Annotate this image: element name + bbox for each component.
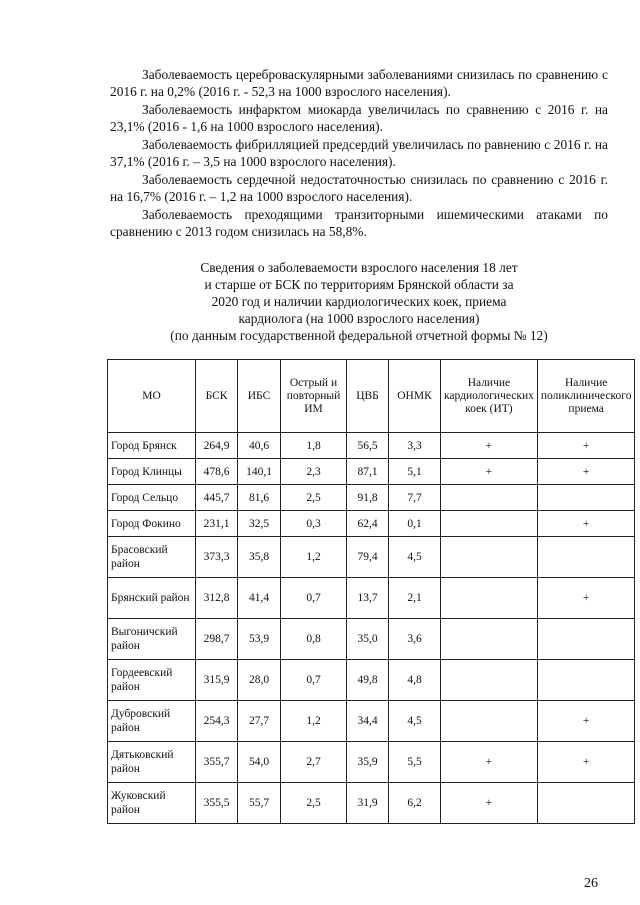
paragraph-hf: Заболеваемость сердечной недостаточностью снизилась по сравнению с 2016 г. на 16,7% (2016 г. – 1,2 на 1000 взрослого населения). — [110, 172, 608, 204]
table-caption — [110, 259, 608, 344]
cell-cvb: 13,7 — [347, 578, 389, 619]
cell-beds — [441, 660, 538, 701]
cell-bsk: 355,5 — [196, 783, 238, 824]
table-row — [108, 783, 635, 824]
cell-im: 1,8 — [281, 433, 347, 459]
cell-ibs: 28,0 — [238, 660, 281, 701]
cell-mo: Жуковский район — [108, 783, 196, 824]
cell-im: 2,3 — [281, 459, 347, 485]
cell-ibs: 140,1 — [238, 459, 281, 485]
cell-bsk: 298,7 — [196, 619, 238, 660]
table-row — [108, 701, 635, 742]
cell-cvb: 49,8 — [347, 660, 389, 701]
cell-im: 0,7 — [281, 660, 347, 701]
cell-clinic: + — [537, 511, 635, 537]
cell-ibs: 54,0 — [238, 742, 281, 783]
cell-clinic: + — [537, 578, 635, 619]
paragraph-cvd: Заболеваемость цереброваскулярными заболеваниями снизилась по сравнению с 2016 г. на 0,2% (2016 г. - 52,3 на 1000 взрослого населения). — [110, 67, 608, 99]
cell-bsk: 312,8 — [196, 578, 238, 619]
cell-cvb: 87,1 — [347, 459, 389, 485]
cell-mo: Город Брянск — [108, 433, 196, 459]
cell-onmk: 0,1 — [389, 511, 441, 537]
paragraph-mi: Заболеваемость инфарктом миокарда увеличилась по сравнению с 2016 г. на 23,1% (2016 - 1,6 на 1000 взрослого населения). — [110, 102, 608, 134]
cell-bsk: 478,6 — [196, 459, 238, 485]
cell-cvb: 91,8 — [347, 485, 389, 511]
cell-mo: Выгоничский район — [108, 619, 196, 660]
paragraph-tia: Заболеваемость преходящими транзиторными ишемическими атаками по сравнению с 2013 годом снизилась на 58,8%. — [110, 207, 608, 239]
header-onmk: ОНМК — [389, 360, 441, 433]
table-row — [108, 537, 635, 578]
cell-beds — [441, 578, 538, 619]
header-bsk: БСК — [196, 360, 238, 433]
cell-ibs: 41,4 — [238, 578, 281, 619]
cell-clinic: + — [537, 701, 635, 742]
header-mi: Острый и повторный ИМ — [281, 360, 347, 433]
cell-im: 0,8 — [281, 619, 347, 660]
cell-im: 2,5 — [281, 783, 347, 824]
cell-bsk: 264,9 — [196, 433, 238, 459]
cell-bsk: 373,3 — [196, 537, 238, 578]
header-mo: МО — [108, 360, 196, 433]
cell-beds — [441, 701, 538, 742]
cell-cvb: 35,9 — [347, 742, 389, 783]
cell-mo: Город Фокино — [108, 511, 196, 537]
table-header-row — [108, 360, 635, 433]
cell-cvb: 62,4 — [347, 511, 389, 537]
cell-onmk: 5,1 — [389, 459, 441, 485]
cell-onmk: 6,2 — [389, 783, 441, 824]
cell-cvb: 34,4 — [347, 701, 389, 742]
cell-clinic — [537, 619, 635, 660]
cell-onmk: 4,5 — [389, 701, 441, 742]
cell-cvb: 56,5 — [347, 433, 389, 459]
cell-clinic — [537, 485, 635, 511]
cell-ibs: 27,7 — [238, 701, 281, 742]
cell-bsk: 355,7 — [196, 742, 238, 783]
header-cardio-beds: Наличие кардиологических коек (ИТ) — [441, 360, 538, 433]
cell-im: 2,7 — [281, 742, 347, 783]
cell-onmk: 2,1 — [389, 578, 441, 619]
cell-beds — [441, 485, 538, 511]
page-number: 26 — [584, 876, 598, 891]
cell-beds — [441, 511, 538, 537]
cell-clinic: + — [537, 459, 635, 485]
cell-mo: Дятьковский район — [108, 742, 196, 783]
table-row — [108, 511, 635, 537]
caption-line: Сведения о заболеваемости взрослого населения 18 лет — [200, 260, 518, 275]
cell-onmk: 3,6 — [389, 619, 441, 660]
table-row — [108, 619, 635, 660]
cell-beds — [441, 537, 538, 578]
cell-mo: Город Сельцо — [108, 485, 196, 511]
cell-clinic — [537, 660, 635, 701]
cell-bsk: 445,7 — [196, 485, 238, 511]
cell-im: 0,3 — [281, 511, 347, 537]
cell-onmk: 4,8 — [389, 660, 441, 701]
cell-im: 2,5 — [281, 485, 347, 511]
cell-ibs: 32,5 — [238, 511, 281, 537]
cell-ibs: 40,6 — [238, 433, 281, 459]
table-row — [108, 459, 635, 485]
cell-onmk: 7,7 — [389, 485, 441, 511]
table-row — [108, 660, 635, 701]
header-clinic: Наличие поликлинического приема — [537, 360, 635, 433]
table-row — [108, 485, 635, 511]
cell-clinic — [537, 537, 635, 578]
cell-onmk: 3,3 — [389, 433, 441, 459]
cell-mo: Брянский район — [108, 578, 196, 619]
cell-ibs: 35,8 — [238, 537, 281, 578]
cell-cvb: 79,4 — [347, 537, 389, 578]
caption-line: (по данным государственной федеральной отчетной формы № 12) — [170, 328, 548, 343]
cell-ibs: 55,7 — [238, 783, 281, 824]
caption-line: 2020 год и наличии кардиологических коек, приема — [211, 294, 507, 309]
cell-bsk: 254,3 — [196, 701, 238, 742]
caption-line: и старше от БСК по территориям Брянской области за — [204, 277, 514, 292]
paragraph-af: Заболеваемость фибрилляцией предсердий увеличилась по равнению с 2016 г. на 37,1% (2016 г. – 3,5 на 1000 взрослого населения). — [110, 137, 608, 169]
cell-ibs: 81,6 — [238, 485, 281, 511]
cell-clinic — [537, 783, 635, 824]
table-row — [108, 578, 635, 619]
cell-onmk: 5,5 — [389, 742, 441, 783]
cell-im: 1,2 — [281, 701, 347, 742]
cell-onmk: 4,5 — [389, 537, 441, 578]
cell-mo: Брасовский район — [108, 537, 196, 578]
cell-mo: Дубровский район — [108, 701, 196, 742]
incidence-table — [107, 359, 635, 824]
cell-mo: Гордеевский район — [108, 660, 196, 701]
cell-cvb: 31,9 — [347, 783, 389, 824]
cell-ibs: 53,9 — [238, 619, 281, 660]
cell-beds: + — [441, 459, 538, 485]
header-ibs: ИБС — [238, 360, 281, 433]
caption-line: кардиолога (на 1000 взрослого населения) — [238, 311, 480, 326]
cell-clinic: + — [537, 742, 635, 783]
cell-cvb: 35,0 — [347, 619, 389, 660]
cell-bsk: 315,9 — [196, 660, 238, 701]
cell-mo: Город Клинцы — [108, 459, 196, 485]
cell-beds — [441, 619, 538, 660]
cell-bsk: 231,1 — [196, 511, 238, 537]
cell-im: 0,7 — [281, 578, 347, 619]
cell-im: 1,2 — [281, 537, 347, 578]
header-cvb: ЦВБ — [347, 360, 389, 433]
cell-beds: + — [441, 783, 538, 824]
cell-beds: + — [441, 433, 538, 459]
table-row — [108, 742, 635, 783]
cell-beds: + — [441, 742, 538, 783]
table-row — [108, 433, 635, 459]
cell-clinic: + — [537, 433, 635, 459]
